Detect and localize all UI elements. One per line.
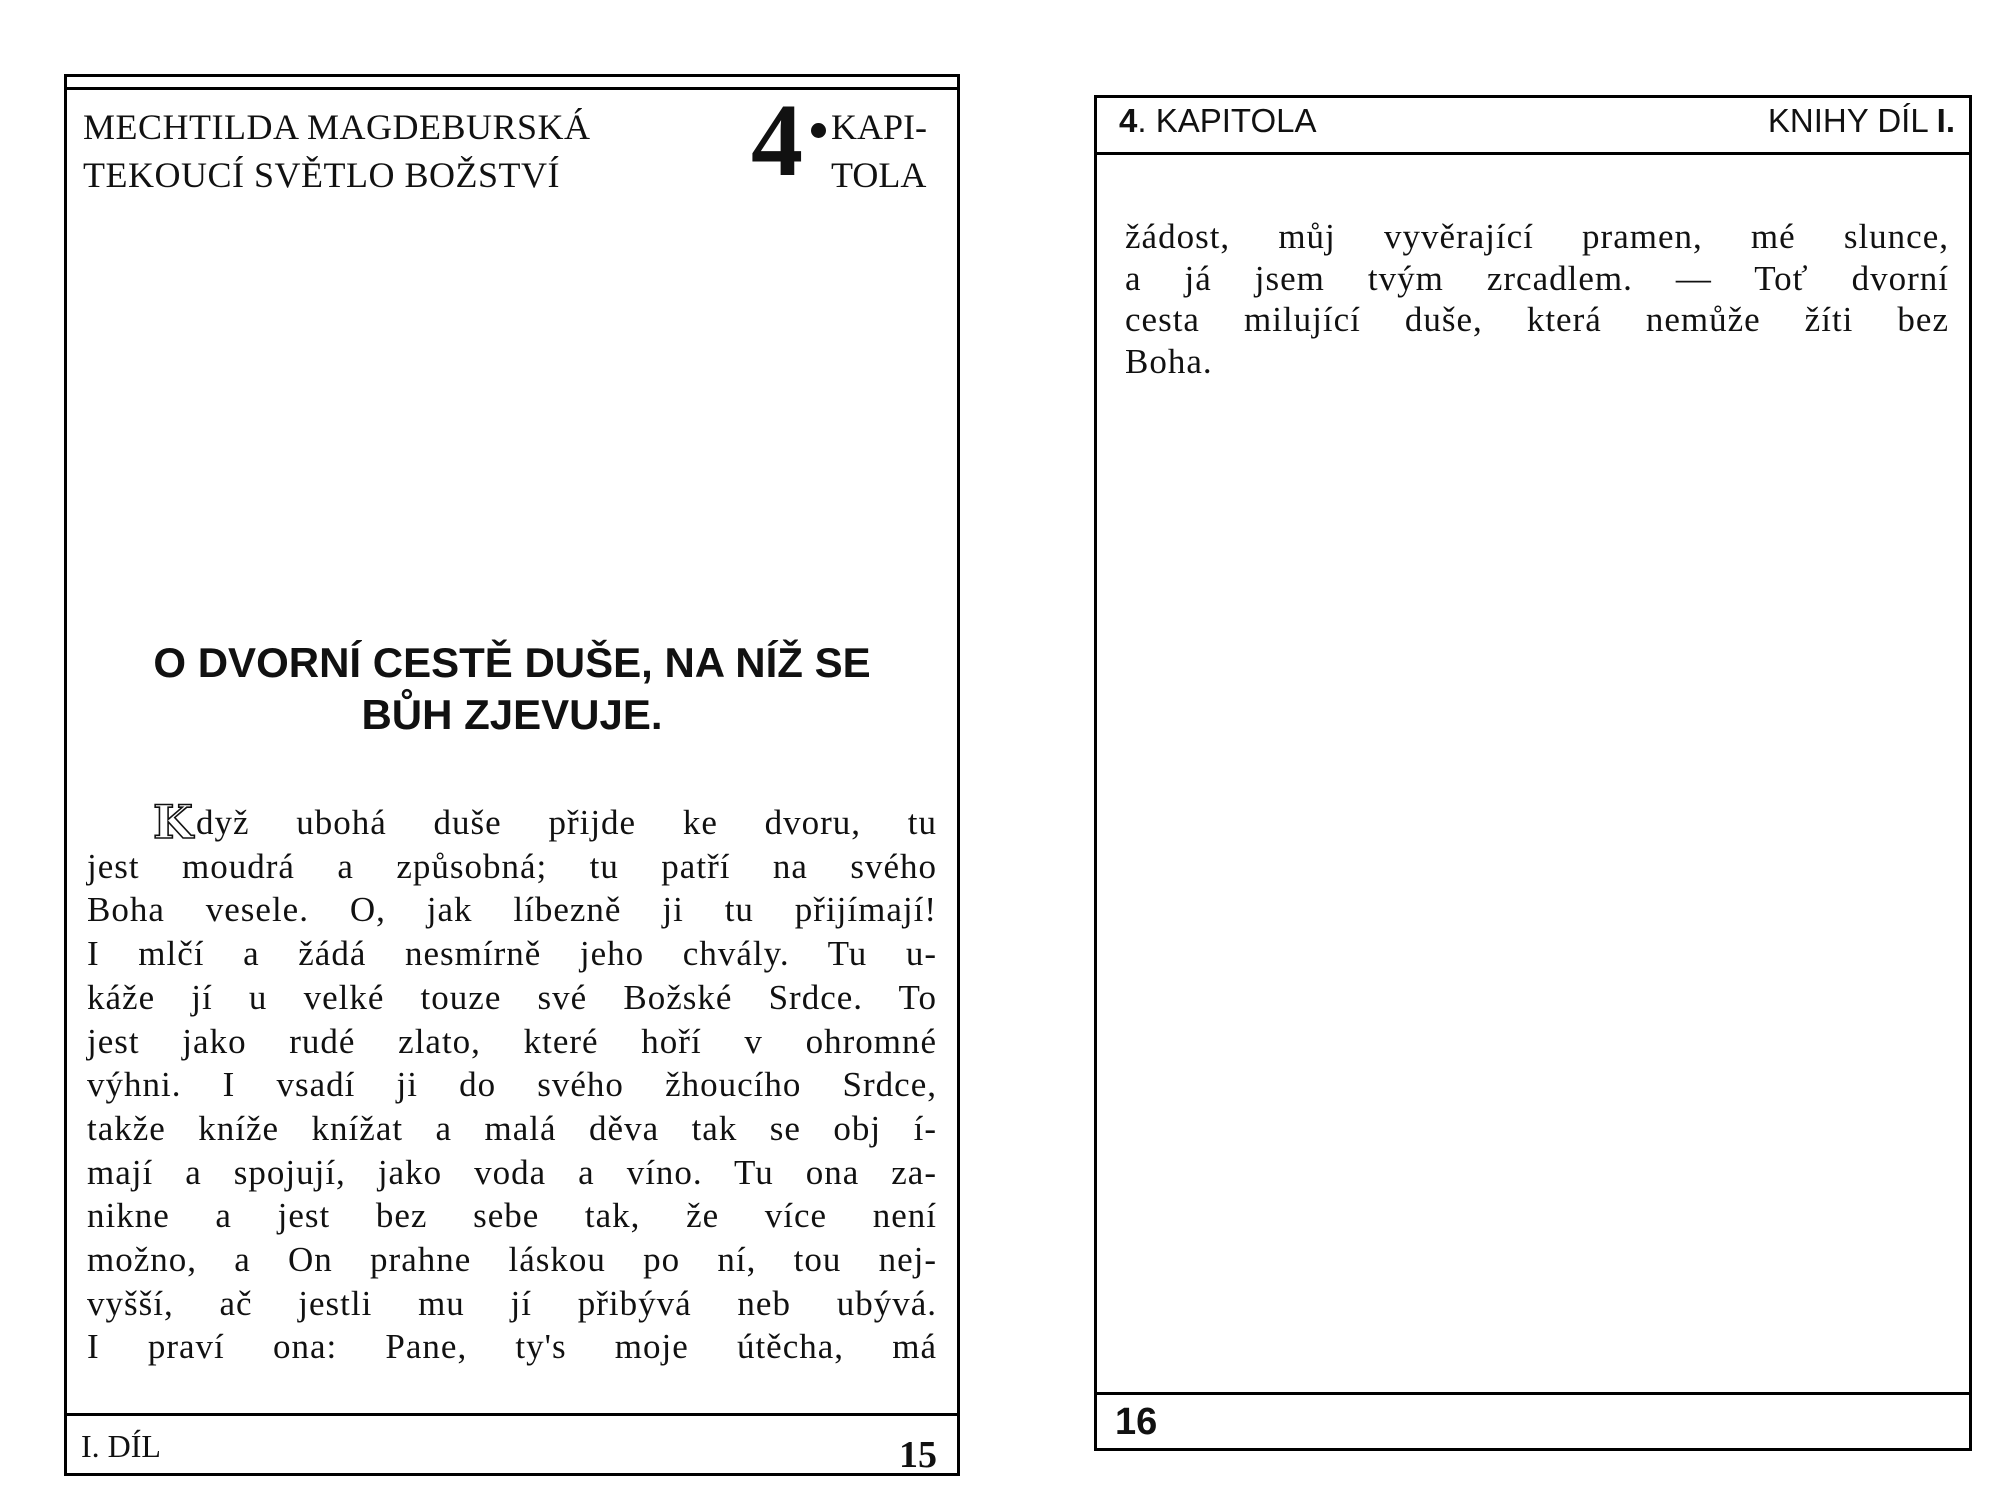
header-rule: [1097, 152, 1969, 155]
body-line: vyšší, ač jestli mu jí přibývá neb ubývá.: [87, 1283, 937, 1323]
chapter-title-line2: BŮH ZJEVUJE.: [361, 691, 663, 738]
body-line: I praví ona: Pane, ty's moje útěcha, má: [87, 1327, 937, 1367]
left-page: [64, 74, 960, 1476]
chapter-word: [831, 103, 927, 199]
body-line: cesta milující duše, která nemůže žíti bez: [1125, 300, 1949, 339]
body-line: a já jsem tvým zrcadlem. — Toť dvorní: [1125, 258, 1949, 298]
page-number: 15: [899, 1434, 937, 1476]
footer-rule: [67, 1413, 957, 1416]
running-header: [83, 103, 591, 199]
chapter-number: 4: [1119, 102, 1138, 139]
chapter-body-continued: [1125, 216, 1949, 382]
body-line: mají a spojují, jako voda a víno. Tu ona za-: [87, 1152, 937, 1192]
chapter-word-part2: TOLA: [831, 155, 927, 195]
part-roman: I.: [1936, 102, 1955, 139]
chapter-title: [85, 637, 939, 741]
chapter-number-large: 4: [751, 83, 803, 198]
body-line: nikne a jest bez sebe tak, že více není: [87, 1196, 937, 1236]
dropcap-initial: K: [153, 795, 194, 849]
chapter-body: [87, 795, 937, 1369]
book-title: TEKOUCÍ SVĚTLO BOŽSTVÍ: [83, 155, 560, 195]
header-top-rule: [67, 87, 957, 90]
right-page: [1094, 95, 1972, 1451]
chapter-number-dot: [811, 123, 826, 138]
body-line: I mlčí a žádá nesmírně jeho chvály. Tu u-: [87, 934, 937, 974]
body-line: takže kníže knížat a malá děva tak se obj í-: [87, 1108, 937, 1148]
body-line: [87, 795, 937, 849]
body-line: výhni. I vsadí ji do svého žhoucího Srdce,: [87, 1065, 937, 1105]
footer-part-label: I. DÍL: [81, 1428, 161, 1464]
author-name: MECHTILDA MAGDEBURSKÁ: [83, 107, 591, 147]
running-header-chapter: [1119, 102, 1317, 140]
body-line: možno, a On prahne láskou po ní, tou nej-: [87, 1240, 937, 1280]
page-number: 16: [1115, 1401, 1158, 1443]
body-line: Boha vesele. O, jak líbezně ji tu přijímají!: [87, 890, 937, 930]
body-line: žádost, můj vyvěrající pramen, mé slunce,: [1125, 217, 1949, 256]
body-line: Boha.: [1125, 341, 1213, 381]
part-label: KNIHY DÍL: [1767, 102, 1928, 139]
body-line: káže jí u velké touze své Božské Srdce. To: [87, 977, 937, 1017]
body-line-text: dyž ubohá duše přijde ke dvoru, tu: [195, 803, 937, 842]
body-line: jest jako rudé zlato, které hoří v ohromné: [87, 1021, 937, 1061]
chapter-label: . KAPITOLA: [1137, 102, 1317, 139]
running-header-part: [1768, 102, 1955, 140]
footer-rule: [1097, 1392, 1969, 1395]
body-line: jest moudrá a způsobná; tu patří na svého: [87, 846, 937, 886]
chapter-title-line1: O DVORNÍ CESTĚ DUŠE, NA NÍŽ SE: [153, 639, 871, 686]
chapter-word-part1: KAPI-: [831, 107, 927, 147]
